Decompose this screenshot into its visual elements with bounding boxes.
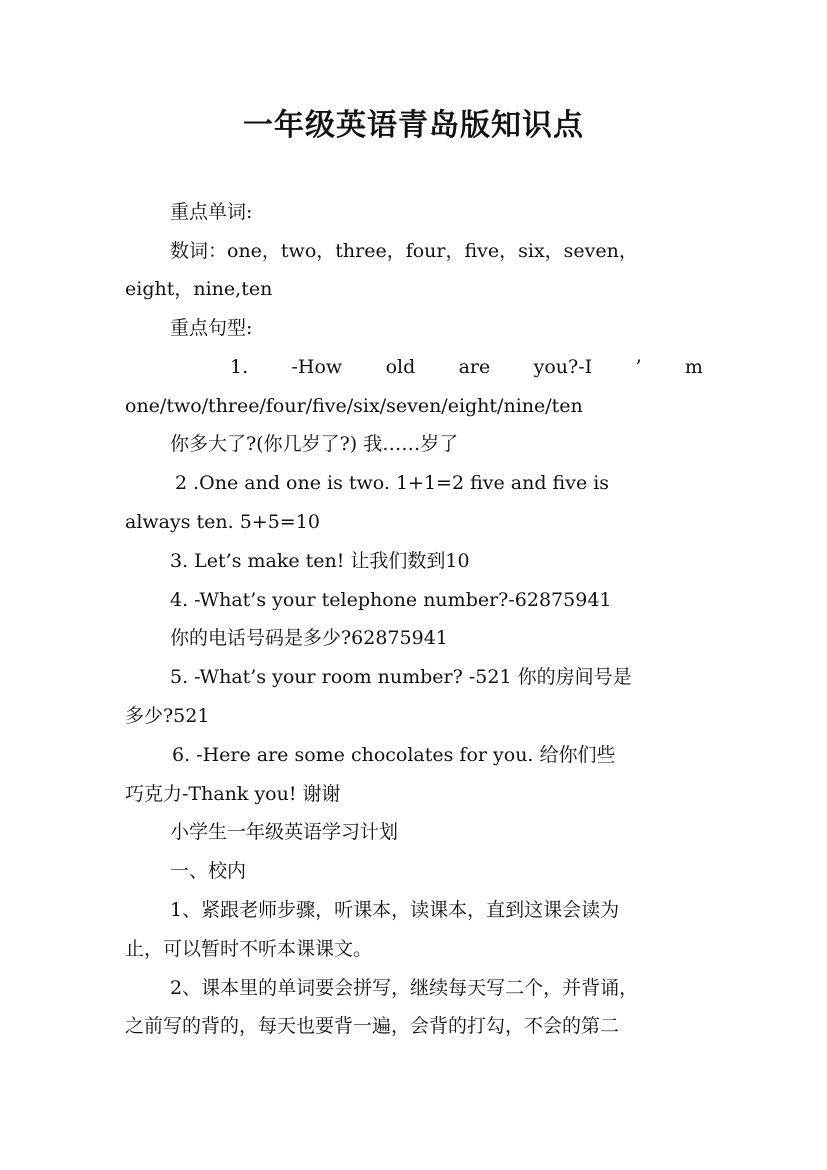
text-word: you?-I: [533, 356, 593, 378]
text-line: 之前写的背的，每天也要背一遍，会背的打勾，不会的第二: [125, 1015, 620, 1037]
section-heading-study-plan: 小学生一年级英语学习计划: [170, 821, 399, 843]
text-line: 2、课本里的单词要会拼写，继续每天写二个，并背诵，: [170, 977, 639, 999]
sentence-1-number: 1.: [230, 356, 249, 378]
text-line: 1、紧跟老师步骤，听课本，读课本，直到这课会读为: [170, 899, 620, 921]
text-line: 4. -What’s your telephone number?-62875941: [170, 589, 612, 611]
text-line: 多少?521: [125, 705, 210, 727]
text-line: 你多大了?(你几岁了?) 我……岁了: [170, 433, 459, 455]
text-word: ’: [635, 356, 642, 378]
text-line: 5. -What’s your room number? -521 你的房间号是: [170, 666, 632, 688]
text-word: old: [385, 356, 416, 378]
text-line: 你的电话号码是多少?62875941: [170, 627, 448, 649]
text-line: 3. Let’s make ten! 让我们数到10: [170, 550, 470, 572]
text-word: m: [684, 356, 703, 378]
subsection-heading: 一、校内: [170, 860, 247, 882]
text-line: 巧克力-Thank you! 谢谢: [125, 783, 341, 805]
sentence-1-line: [125, 355, 703, 379]
text-line: 2 .One and one is two. 1+1=2 five and five is: [175, 472, 610, 494]
text-line: 止，可以暂时不听本课课文。: [125, 938, 373, 960]
document-title: 一年级英语青岛版知识点: [243, 108, 584, 143]
text-line: 数词：one，two，three，four，five，six，seven，: [170, 240, 638, 262]
text-line: eight，nine,ten: [125, 278, 273, 300]
text-word: -How: [291, 356, 343, 378]
text-line: one/two/three/four/five/six/seven/eight/nine/ten: [125, 395, 583, 417]
text-word: are: [458, 356, 491, 378]
text-line: always ten. 5+5=10: [125, 511, 320, 533]
section-heading-key-words: 重点单词:: [170, 201, 253, 223]
section-heading-key-sentences: 重点句型:: [170, 317, 253, 339]
text-line: 6. -Here are some chocolates for you. 给你们些: [172, 744, 616, 766]
